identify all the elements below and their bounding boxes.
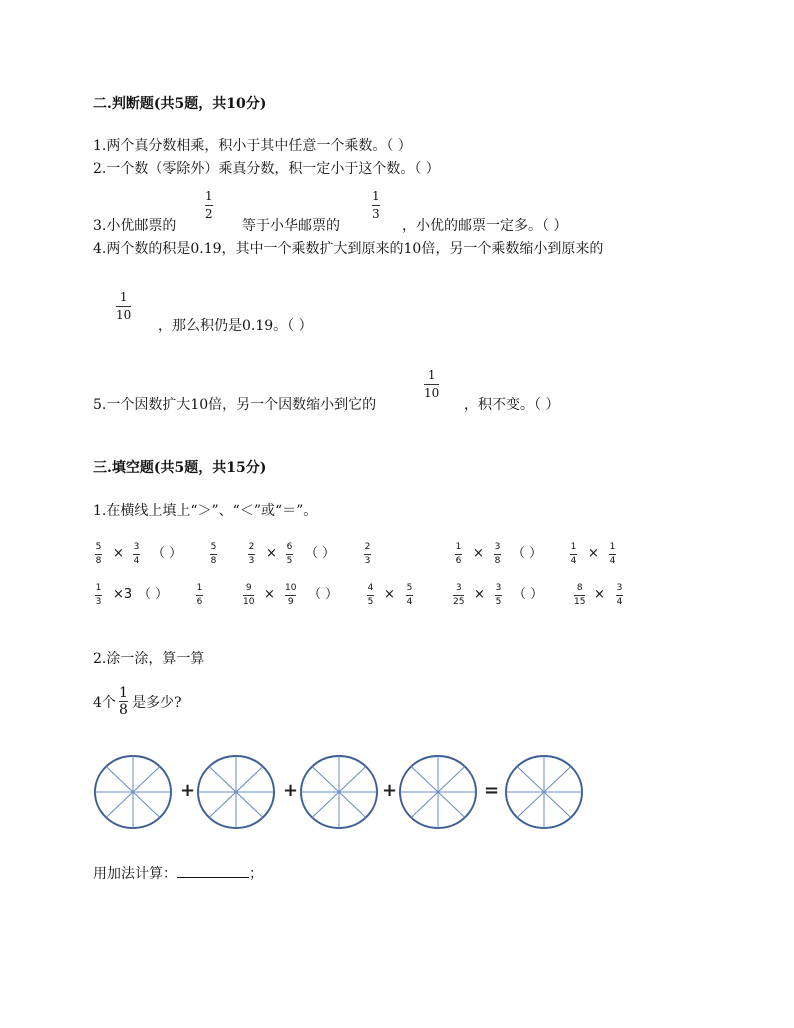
question-suffix: 是多少?	[132, 695, 182, 711]
answer-end: ；	[249, 866, 263, 882]
section3-q1-prompt: 1.在横线上填上“＞”、“＜”或“＝”。	[93, 503, 318, 519]
answer-paren[interactable]: （ ）	[138, 587, 169, 602]
multiply-sign: ×	[113, 546, 124, 561]
eighths-circle[interactable]	[301, 756, 377, 828]
section2-q3-part3: ，小优的邮票一定多。（ ）	[402, 218, 568, 234]
eighths-circle[interactable]	[198, 756, 274, 828]
fraction: 8 15	[574, 583, 586, 607]
fraction: 1 3	[95, 583, 102, 607]
answer-paren[interactable]: （ ）	[305, 546, 336, 561]
fraction: 3 8	[494, 542, 501, 566]
eighths-circle[interactable]	[506, 756, 582, 828]
multiply-sign: ×	[384, 587, 395, 602]
fraction: 3 5	[495, 583, 502, 607]
fraction: 2 3	[248, 542, 255, 566]
fraction: 5 8	[210, 542, 217, 566]
multiply-three: ×3	[113, 587, 133, 602]
answer-blank[interactable]	[177, 862, 249, 878]
question-prefix: 4个	[93, 695, 116, 711]
answer-label: 用加法计算：	[93, 866, 177, 882]
section2-q1: 1.两个真分数相乘，积小于其中任意一个乘数。（ ）	[93, 138, 412, 154]
fraction: 4 5	[367, 583, 374, 607]
fraction: 9 10	[243, 583, 255, 607]
multiply-sign: ×	[266, 546, 277, 561]
multiply-sign: ×	[474, 587, 485, 602]
section2-q4-part1: 4.两个数的积是0.19，其中一个乘数扩大到原来的10倍，另一个乘数缩小到原来的	[93, 241, 604, 257]
answer-paren[interactable]: （ ）	[152, 546, 183, 561]
fraction: 3 4	[133, 542, 140, 566]
fraction: 3 4	[616, 583, 623, 607]
multiply-sign: ×	[594, 587, 605, 602]
section2-heading: 二.判断题(共5题，共10分)	[93, 96, 267, 112]
fraction: 5 8	[95, 542, 102, 566]
section2-q3-part1: 3.小优邮票的	[93, 218, 177, 234]
q5-fraction: 1 10	[424, 368, 440, 400]
answer-paren[interactable]: （ ）	[512, 546, 543, 561]
multiply-sign: ×	[588, 546, 599, 561]
section3-q2-prompt: 2.涂一涂，算一算	[93, 651, 205, 667]
multiply-sign: ×	[264, 587, 275, 602]
q3-fraction-2: 1 3	[372, 189, 380, 221]
eighths-circle[interactable]	[95, 756, 171, 828]
plus-sign: +	[283, 780, 299, 801]
section3-heading: 三.填空题(共5题，共15分)	[93, 460, 267, 476]
fraction: 1 4	[570, 542, 577, 566]
question-fraction: 1 8	[119, 685, 128, 718]
fraction: 1 4	[609, 542, 616, 566]
plus-sign: +	[180, 780, 196, 801]
section2-q3-part2: 等于小华邮票的	[242, 218, 340, 234]
eighths-circle[interactable]	[400, 756, 476, 828]
section2-q5-part1: 5.一个因数扩大10倍，另一个因数缩小到它的	[93, 397, 377, 413]
fraction: 1 6	[196, 583, 203, 607]
fraction: 5 4	[406, 583, 413, 607]
fraction: 2 3	[364, 542, 371, 566]
fraction: 6 5	[286, 542, 293, 566]
q3-fraction-1: 1 2	[205, 189, 213, 221]
multiply-sign: ×	[473, 546, 484, 561]
equals-sign: =	[484, 780, 500, 801]
answer-paren[interactable]: （ ）	[308, 587, 339, 602]
answer-paren[interactable]: （ ）	[513, 587, 544, 602]
fraction: 3 25	[453, 583, 465, 607]
fraction: 1 6	[455, 542, 462, 566]
section2-q4-part2: ，那么积仍是0.19。（ ）	[158, 318, 313, 334]
section2-q5-part2: ，积不变。（ ）	[464, 397, 560, 413]
fraction: 10 9	[285, 583, 297, 607]
addition-answer-line	[93, 862, 263, 883]
plus-sign: +	[382, 780, 398, 801]
q4-fraction: 1 10	[116, 290, 132, 322]
section2-q2: 2.一个数（零除外）乘真分数，积一定小于这个数。（ ）	[93, 161, 440, 177]
